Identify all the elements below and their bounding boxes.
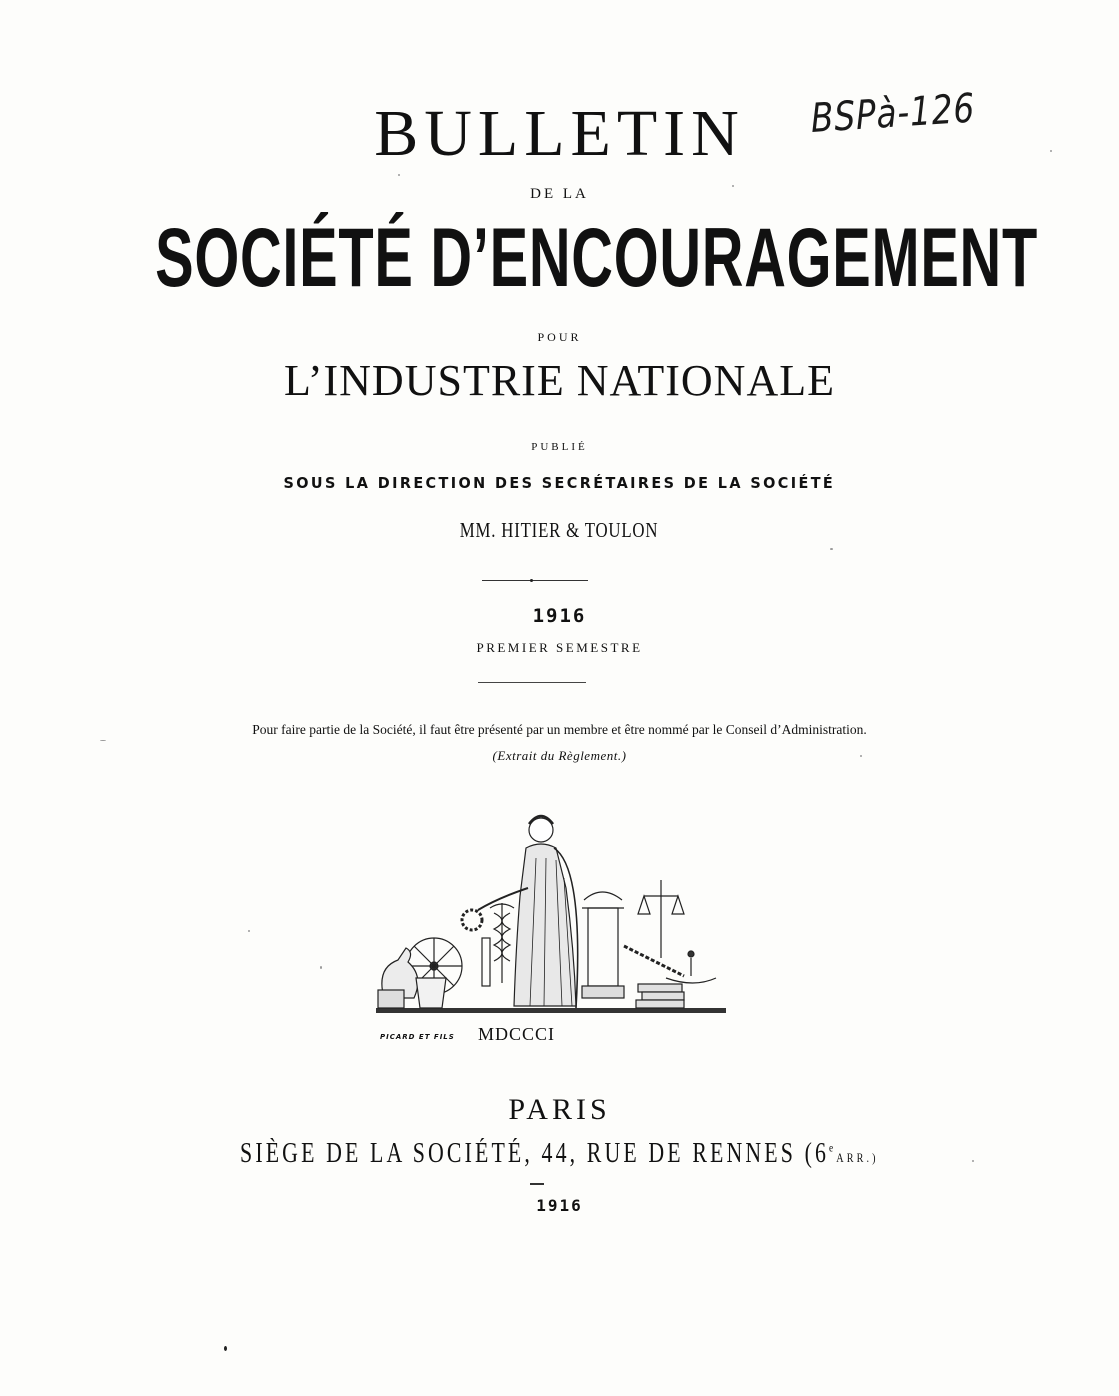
notice-source: (Extrait du Règlement.) [492,748,627,763]
society-name-text: SOCIÉTÉ D’ENCOURAGEMENT [155,209,1038,305]
editors-text: MM. HITIER & TOULON [460,518,659,542]
society-name-heading [0,209,1119,305]
engraving-date: MDCCCI [478,1024,556,1044]
address-main: SIÈGE DE LA SOCIÉTÉ, 44, RUE DE RENNES (6 [240,1138,830,1169]
bulletin-title: BULLETIN [374,97,745,170]
short-rule [530,1183,544,1185]
divider-rule [478,682,586,683]
membership-notice: Pour faire partie de la Société, il faut être présenté par un membre et être nommé par le Conseil d’Administration. [252,722,867,737]
address-text [240,1138,879,1170]
engraver-signature: PICARD ET FILS [380,1033,455,1041]
scan-speck [398,174,400,176]
direction-line [0,474,1119,492]
rule-dot [530,579,533,582]
address-arrondissement: ARR.) [836,1150,879,1165]
scan-speck [830,548,833,550]
society-address [0,1138,1119,1170]
pour-label: POUR [537,330,582,344]
address-superscript: e [829,1140,837,1155]
scan-speck [224,1346,227,1351]
scan-speck [248,930,250,932]
allegorical-engraving-image [376,808,726,1020]
scan-speck [100,740,106,741]
volume-year: 1916 [532,605,587,627]
direction-text: SOUS LA DIRECTION DES SECRÉTAIRES DE LA SOCIÉTÉ [283,474,836,492]
scan-speck [320,966,322,969]
semester-label: PREMIER SEMESTRE [476,640,643,655]
ornamental-rule [482,580,588,581]
handwritten-shelfmark: BSPà-126 [810,85,976,142]
industry-heading: L’INDUSTRIE NATIONALE [284,356,835,405]
city-heading: PARIS [508,1093,611,1126]
editors-line [0,518,1119,543]
de-la-label: DE LA [530,186,589,202]
imprint-year: 1916 [536,1196,583,1215]
publie-label: PUBLIÉ [531,441,588,453]
